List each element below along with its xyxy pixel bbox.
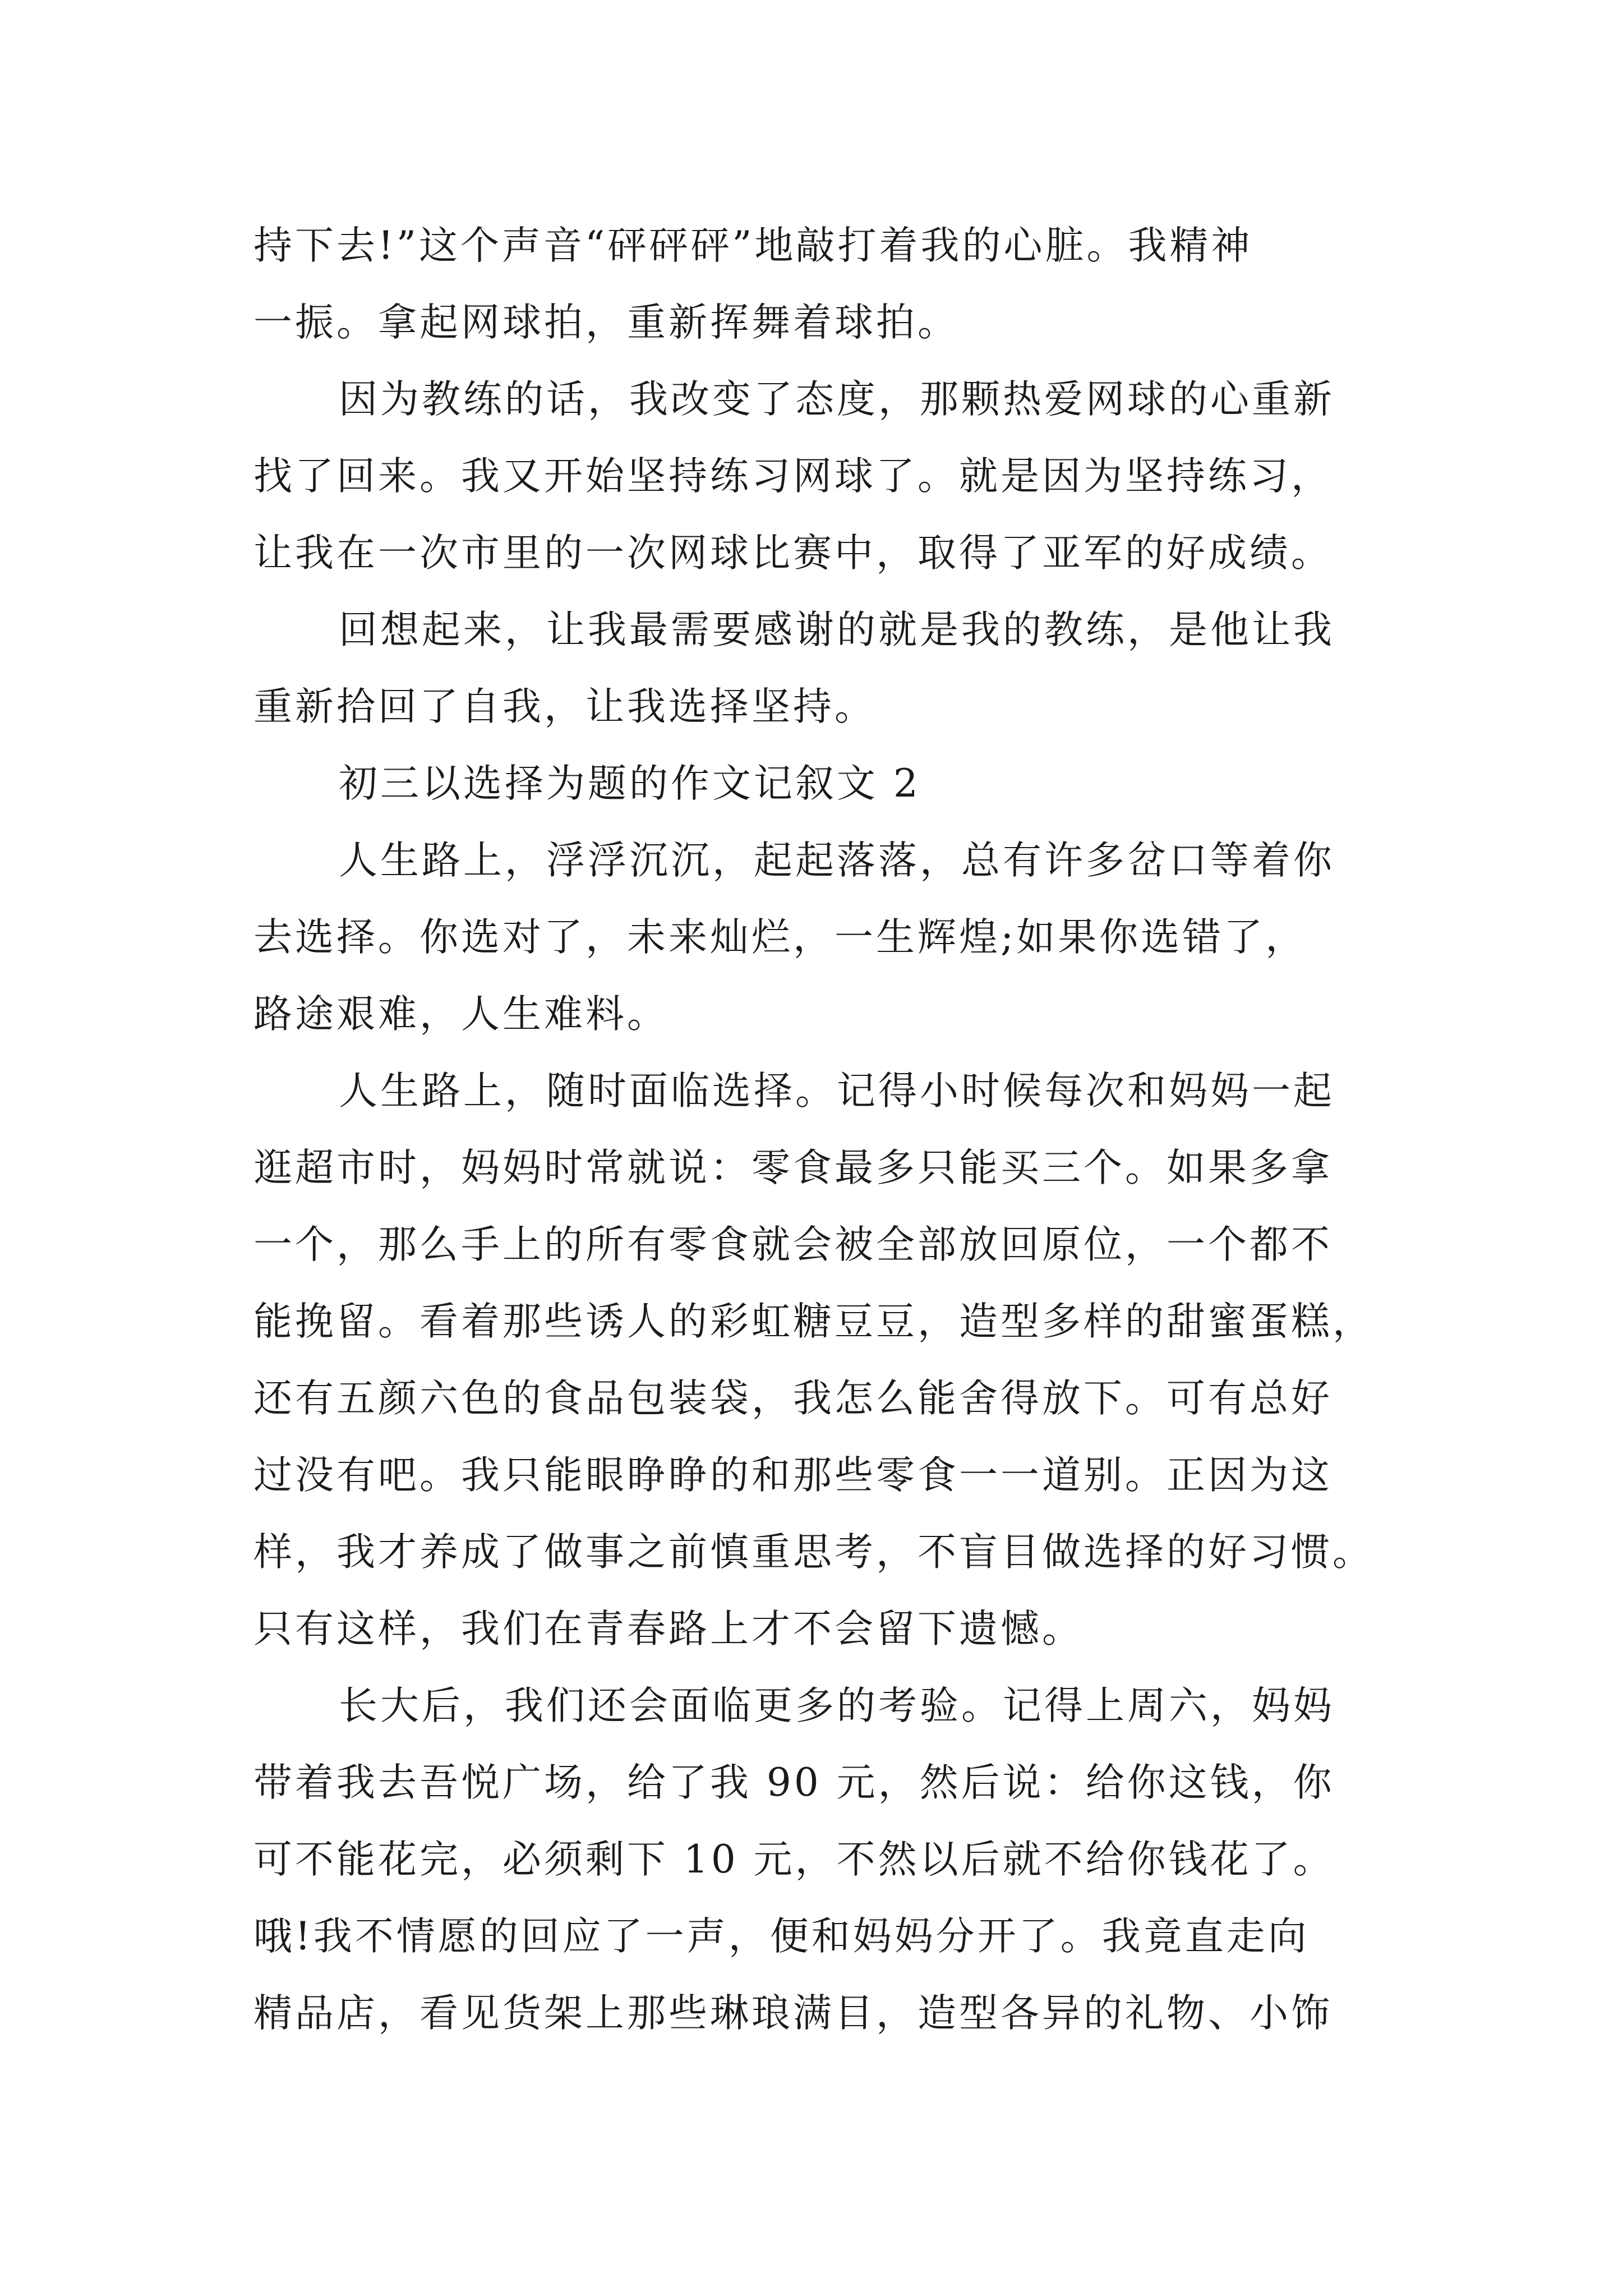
text-line: 去选择。你选对了，未来灿烂，一生辉煌;如果你选错了， xyxy=(253,915,1307,960)
paragraph-start-line: 长大后，我们还会面临更多的考验。记得上周六，妈妈 xyxy=(339,1683,1335,1728)
paragraph-start-line: 因为教练的话，我改变了态度，那颗热爱网球的心重新 xyxy=(339,377,1335,422)
paragraph-start-line: 人生路上，随时面临选择。记得小时候每次和妈妈一起 xyxy=(339,1069,1335,1114)
paragraph-start-line: 人生路上，浮浮沉沉，起起落落，总有许多岔口等着你 xyxy=(339,838,1335,883)
text-line: 找了回来。我又开始坚持练习网球了。就是因为坚持练习， xyxy=(253,454,1332,499)
body-text xyxy=(253,208,1386,2052)
text-line: 过没有吧。我只能眼睁睁的和那些零食一一道别。正因为这 xyxy=(253,1453,1332,1498)
text-line: 持下去!”这个声音“砰砰砰”地敲打着我的心脏。我精神 xyxy=(253,223,1253,268)
text-line: 让我在一次市里的一次网球比赛中，取得了亚军的好成绩。 xyxy=(253,531,1332,576)
text-line: 能挽留。看着那些诱人的彩虹糖豆豆，造型多样的甜蜜蛋糕， xyxy=(253,1299,1374,1344)
text-line: 路途艰难，人生难料。 xyxy=(253,992,668,1037)
text-line: 可不能花完，必须剩下 10 元，不然以后就不给你钱花了。 xyxy=(253,1837,1335,1882)
text-line: 逛超市时，妈妈时常就说：零食最多只能买三个。如果多拿 xyxy=(253,1145,1332,1190)
paragraph-start-line: 回想起来，让我最需要感谢的就是我的教练，是他让我 xyxy=(339,608,1335,652)
text-line: 重新拾回了自我，让我选择坚持。 xyxy=(253,684,876,729)
text-line: 哦!我不情愿的回应了一声，便和妈妈分开了。我竟直走向 xyxy=(253,1914,1310,1959)
text-line: 一振。拿起网球拍，重新挥舞着球拍。 xyxy=(253,300,959,345)
text-line: 精品店，看见货架上那些琳琅满目，造型各异的礼物、小饰 xyxy=(253,1991,1332,2036)
text-line: 一个，那么手上的所有零食就会被全部放回原位，一个都不 xyxy=(253,1222,1332,1267)
text-line: 样，我才养成了做事之前慎重思考，不盲目做选择的好习惯。 xyxy=(253,1530,1374,1575)
text-line: 只有这样，我们在青春路上才不会留下遗憾。 xyxy=(253,1607,1083,1651)
text-line: 还有五颜六色的食品包装袋，我怎么能舍得放下。可有总好 xyxy=(253,1376,1332,1421)
section-heading: 初三以选择为题的作文记叙文 2 xyxy=(339,761,921,806)
text-line: 带着我去吾悦广场，给了我 90 元，然后说：给你这钱，你 xyxy=(253,1760,1335,1805)
